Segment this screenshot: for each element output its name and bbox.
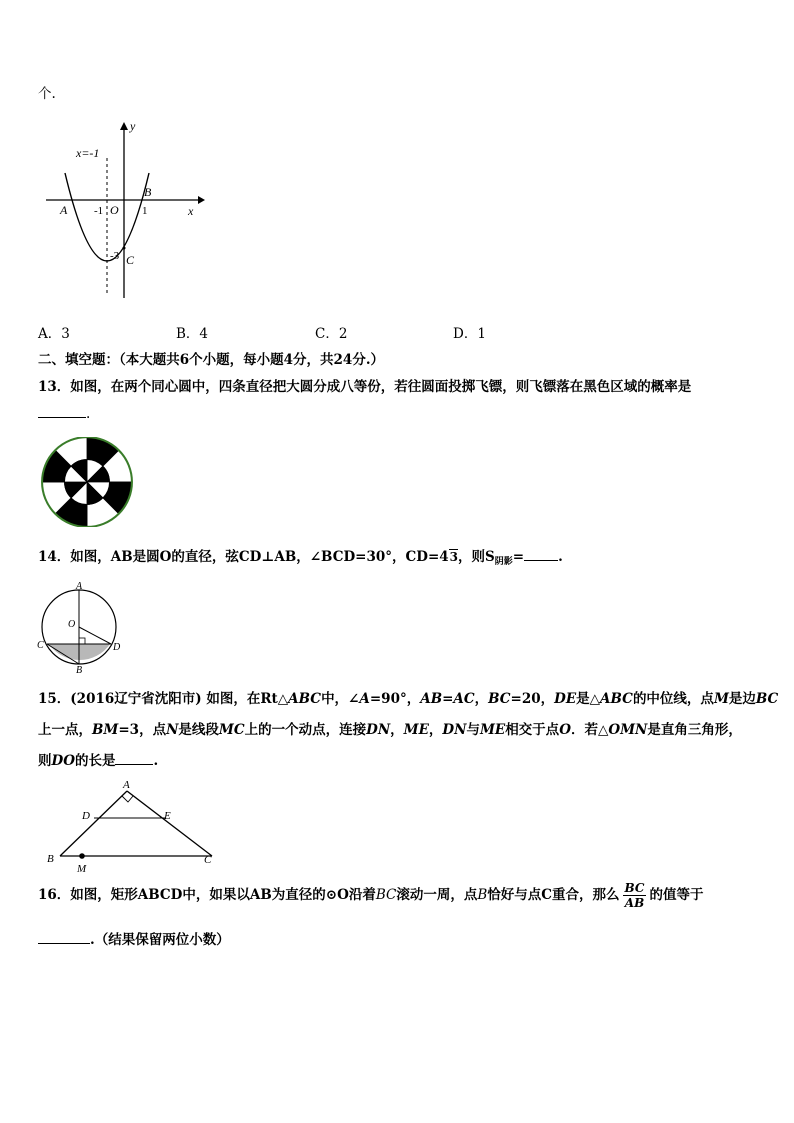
tick-neg3-label: -3 [110,250,120,262]
q15-line1: 15．(2016辽宁省沈阳市) 如图，在Rt△ABC中，∠A=90°，AB=AC，BC=20，DE是△ABC的中位线，点M是边BC [38,691,779,707]
q16-line2: .（结果保留两位小数） [38,928,230,948]
y-axis-label: y [130,119,136,133]
option-b: B．4 [176,326,209,342]
tri-d-label: D [82,810,90,822]
q14-blank [524,550,558,561]
tick-neg1-label: -1 [94,205,104,217]
q14-sqrt: 3 [449,550,459,564]
q14-end: . [558,549,563,565]
q14-mid: ，则S [458,549,495,565]
q16-fraction: $\frac{BC}{AB}$ [624,881,645,910]
symmetry-axis-label: x=-1 [76,146,100,160]
q16-blank [38,933,90,944]
q14-post: = [512,549,525,565]
tri-c-label: C [204,854,212,866]
option-d: D．1 [453,326,486,342]
option-c: C．2 [315,326,348,342]
point-b-label: B [144,185,152,199]
circle-o-label: O [68,619,76,630]
q13-end: . [86,406,91,422]
q15-blank [115,754,153,765]
q13-blank [38,407,86,418]
tri-e-label: E [164,810,171,822]
triangle-figure [42,775,217,875]
q14-pre: 14．如图，AB是圆O的直径，弦CD⊥AB，∠BCD=30°，CD=4 [38,549,449,565]
circle-b-label: B [76,665,83,675]
circle-c-label: C [37,640,44,651]
q15-line3: 则DO的长是 . [38,753,159,769]
section-title: 二、填空题：（本大题共6个小题，每小题4分，共24分.） [38,352,385,368]
q14-sub: 阴影 [494,557,513,567]
circle-figure [36,580,126,675]
point-a-label: A [60,203,68,217]
dartboard-figure [39,437,135,527]
q14-text [38,545,563,567]
parabola-figure [38,118,208,303]
circle-d-label: D [113,642,121,653]
option-a: A．3 [38,326,70,342]
tick-1-label: 1 [142,205,148,217]
q15-line2: 上一点，BM=3，点N是线段MC上的一个动点，连接DN，ME，DN与ME相交于点O．若△OMN是直角三角形， [38,722,742,738]
continued-text: 个. [38,86,56,102]
circle-a-label: A [76,581,83,592]
x-axis-label: x [188,204,194,218]
q13-text: 13．如图，在两个同心圆中，四条直径把大圆分成八等份，若往圆面投掷飞镖，则飞镖落在黑色区域的概率是 [38,379,692,395]
q16-line1: 16．如图，矩形ABCD中，如果以AB为直径的⊙O沿着BC滚动一周，点B恰好与点C重合，那么 $\frac{BC}{AB}$ 的值等于 [38,881,704,910]
tri-b-label: B [47,853,54,865]
tri-m-label: M [77,863,87,875]
tri-a-label: A [123,779,130,791]
point-c-label: C [126,253,135,267]
q13-answer-line [38,406,90,422]
origin-label: O [110,203,119,217]
